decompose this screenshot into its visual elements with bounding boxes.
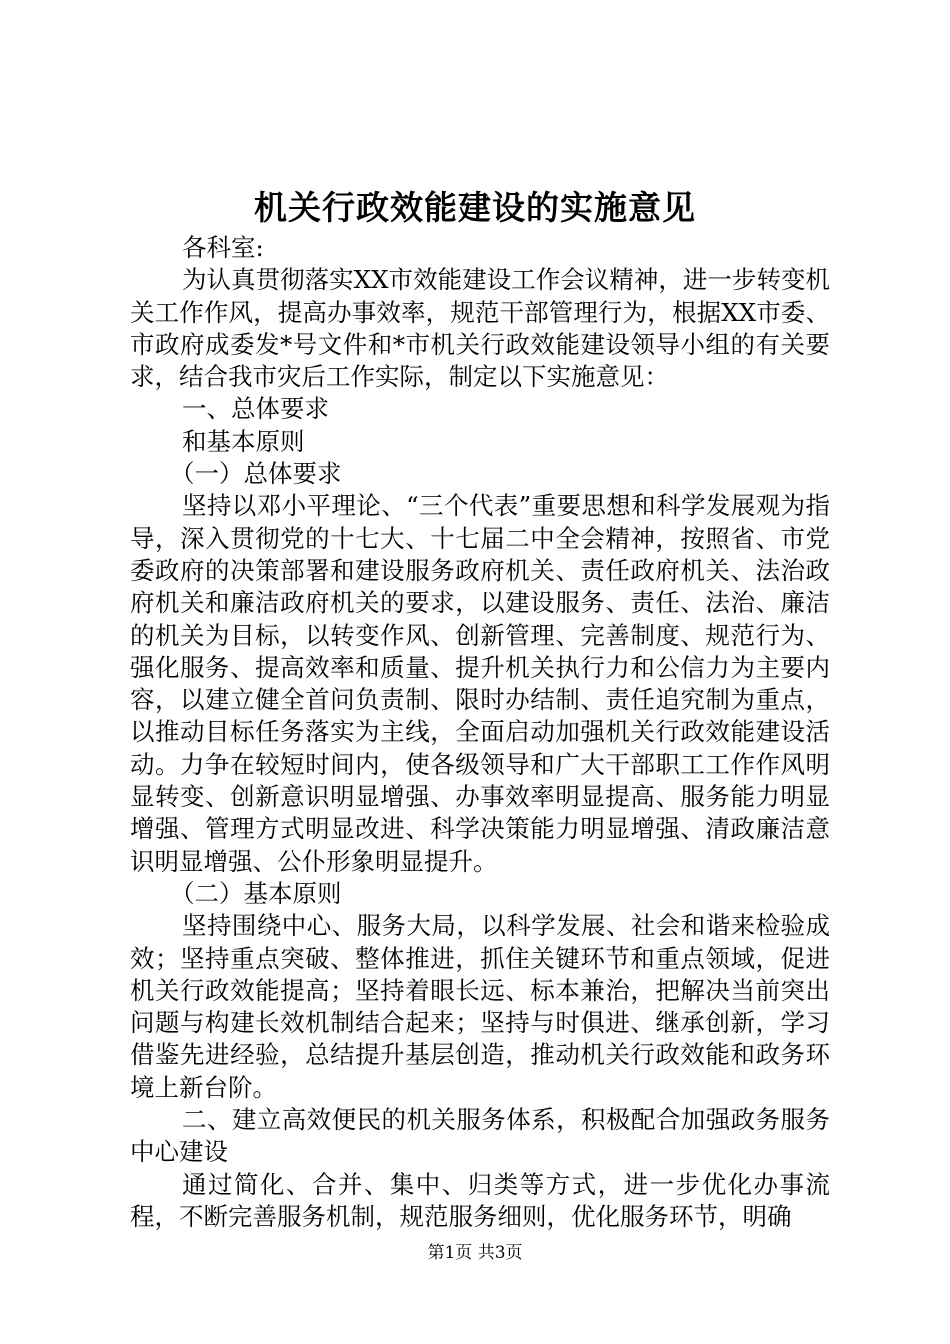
body-paragraph: 坚持围绕中心、服务大局，以科学发展、社会和谐来检验成效；坚持重点突破、整体推进，抓住关键环节和重点领域，促进机关行政效能提高；坚持着眼长远、标本兼治，把解决当前突出问题与构建长效机制结合起来；坚持与时俱进、继承创新，学习借鉴先进经验，总结提升基层创造，推动机关行政效能和政务环境上新台阶。	[130, 911, 830, 1102]
section-heading-2: 二、建立高效便民的机关服务体系，积极配合加强政务服务中心建设	[130, 1105, 830, 1167]
page-footer: 第1页 共3页	[427, 1243, 523, 1263]
subsection-heading-2: （二）基本原则	[170, 878, 342, 908]
intro-paragraph: 为认真贯彻落实XX市效能建设工作会议精神，进一步转变机关工作作风，提高办事效率，规范干部管理行为，根据XX市委、市政府成委发*号文件和*市机关行政效能建设领导小组的有关要求，结合我市灾后工作实际，制定以下实施意见：	[130, 265, 830, 392]
section-heading-1-cont: 和基本原则	[182, 426, 305, 456]
document-body	[130, 232, 830, 1233]
body-paragraph: 坚持以邓小平理论、“三个代表”重要思想和科学发展观为指导，深入贯彻党的十七大、十七届二中全会精神，按照省、市党委政府的决策部署和建设服务政府机关、责任政府机关、法治政府机关和廉洁政府机关的要求，以建设服务、责任、法治、廉洁的机关为目标，以转变作风、创新管理、完善制度、规范行为、强化服务、提高效率和质量、提升机关执行力和公信力为主要内容，以建立健全首问负责制、限时办结制、责任追究制为重点，以推动目标任务落实为主线，全面启动加强机关行政效能建设活动。力争在较短时间内，使各级领导和广大干部职工工作作风明显转变、创新意识明显增强、办事效率明显提高、服务能力明显增强、管理方式明显改进、科学决策能力明显增强、清政廉洁意识明显增强、公仆形象明显提升。	[130, 491, 830, 876]
subsection-heading-1: （一）总体要求	[170, 459, 342, 489]
salutation: 各科室:	[182, 233, 264, 262]
section-heading-1: 一、总体要求	[182, 394, 329, 424]
document-title: 机关行政效能建设的实施意见	[254, 188, 696, 227]
body-paragraph: 通过简化、合并、集中、归类等方式，进一步优化办事流程，不断完善服务机制，规范服务细则，优化服务环节，明确	[130, 1169, 830, 1231]
